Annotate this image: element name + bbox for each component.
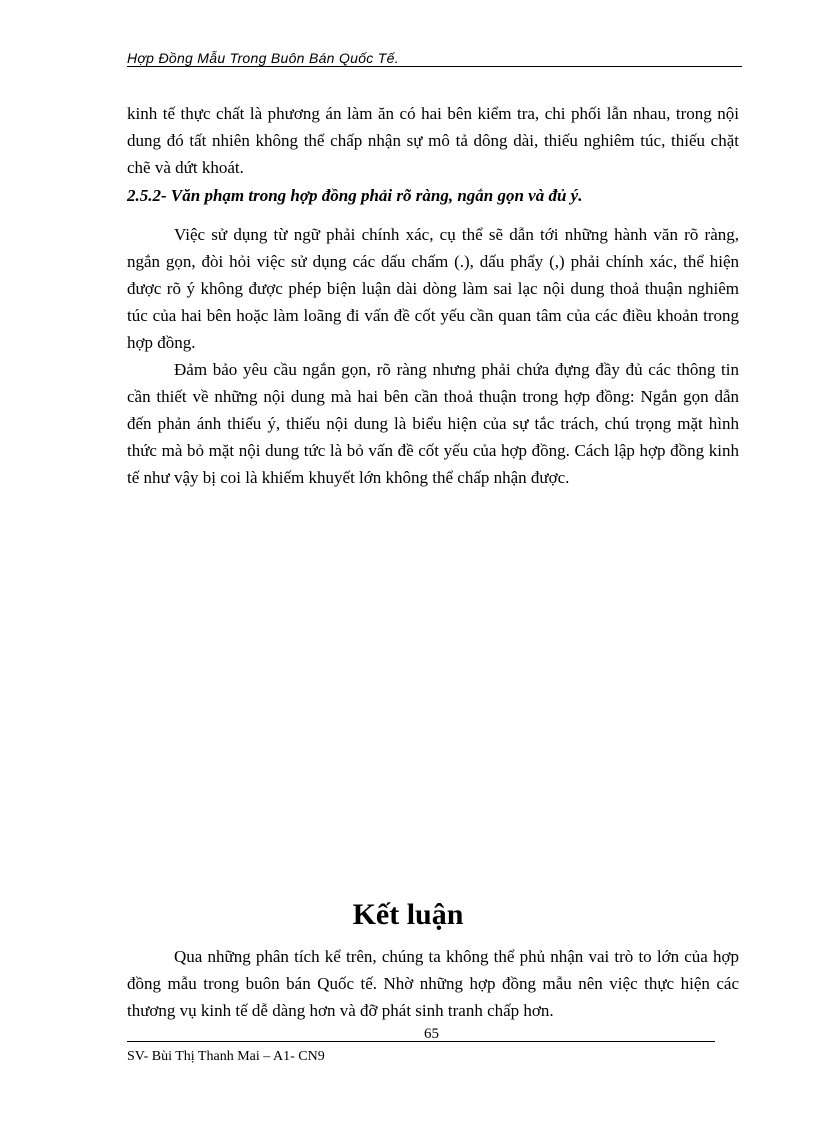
body-paragraph-word-usage: Việc sử dụng từ ngữ phải chính xác, cụ thể sẽ dẫn tới những hành văn rõ ràng, ngắn gọn, đòi hỏi việc sử dụng các dấu chấm (.), dấu phẩy (,) phải chính xác, thể hiện được rõ ý không được phép biện luận dài dòng làm sai lạc nội dung thoả thuận nghiêm túc của hai bên hoặc làm loãng đi vấn đề cốt yếu cần quan tâm của các điều khoản trong hợp đồng.	[127, 225, 739, 352]
section-heading: 2.5.2- Văn phạm trong hợp đồng phải rõ ràng, ngắn gọn và đủ ý.	[127, 186, 583, 205]
page-number: 65	[424, 1026, 439, 1042]
body-paragraph-continued: kinh tế thực chất là phương án làm ăn có hai bên kiểm tra, chi phối lẫn nhau, trong nội dung đó tất nhiên không thể chấp nhận sự mô tả dông dài, thiếu nghiêm túc, thiếu chặt chẽ và dứt khoát.	[127, 104, 739, 177]
footer-divider	[127, 1041, 715, 1042]
conclusion-title: Kết luận	[352, 898, 464, 931]
footer-author: SV- Bùi Thị Thanh Mai – A1- CN9	[127, 1049, 325, 1064]
running-header-title: Hợp Đồng Mẫu Trong Buôn Bán Quốc Tế.	[127, 50, 399, 66]
conclusion-paragraph: Qua những phân tích kể trên, chúng ta không thể phủ nhận vai trò to lớn của hợp đồng mẫu trong buôn bán Quốc tế. Nhờ những hợp đồng mẫu nên việc thực hiện các thương vụ kinh tế dễ dàng hơn và đỡ phát sinh tranh chấp hơn.	[127, 947, 739, 1020]
body-paragraph-brevity: Đảm bảo yêu cầu ngắn gọn, rõ ràng nhưng phải chứa đựng đầy đủ các thông tin cần thiết về những nội dung mà hai bên cần thoả thuận trong hợp đồng: Ngắn gọn dẫn đến phản ánh thiếu ý, thiếu nội dung là biểu hiện của sự tắc trách, chú trọng mặt hình thức mà bỏ mặt nội dung tức là bỏ vấn đề cốt yếu của hợp đồng. Cách lập hợp đồng kinh tế như vậy bị coi là khiếm khuyết lớn không thể chấp nhận được.	[127, 360, 739, 487]
header-divider	[127, 66, 742, 67]
